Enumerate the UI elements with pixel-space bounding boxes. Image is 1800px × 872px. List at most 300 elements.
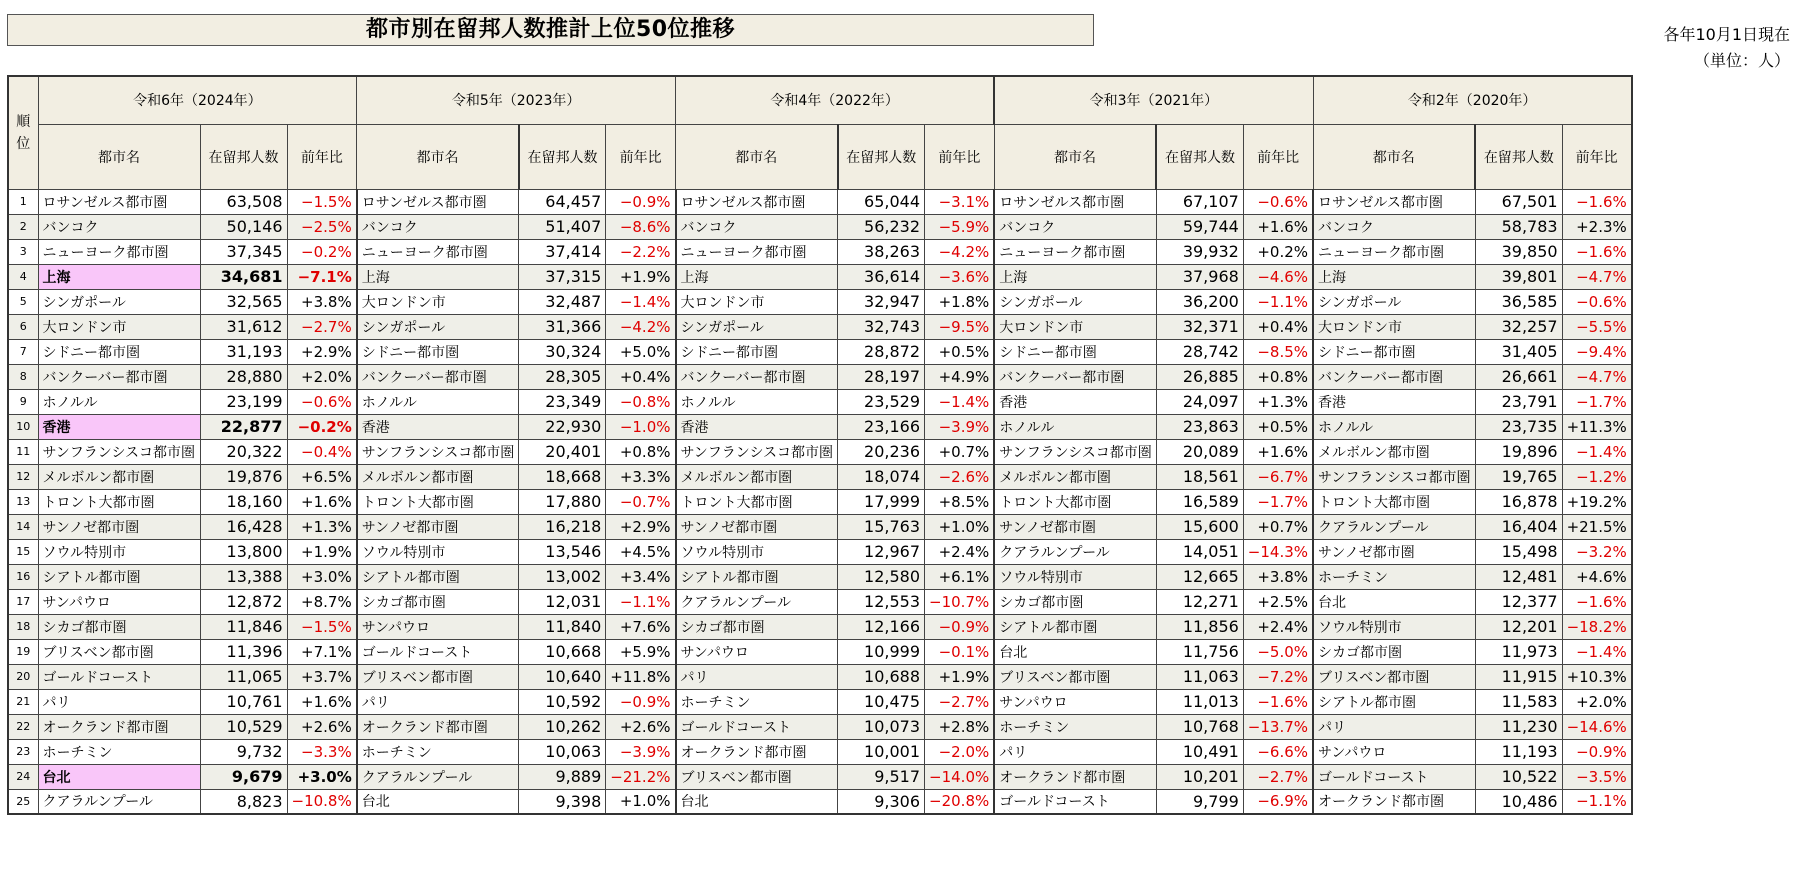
rank-cell: 17: [8, 589, 38, 614]
change-cell: +0.4%: [1243, 314, 1313, 339]
count-cell: 16,218: [519, 514, 606, 539]
change-cell: +3.4%: [606, 564, 676, 589]
count-cell: 13,546: [519, 539, 606, 564]
city-cell: ソウル特別市: [1313, 614, 1475, 639]
change-cell: +2.5%: [1243, 589, 1313, 614]
change-cell: +3.8%: [1243, 564, 1313, 589]
count-cell: 11,193: [1475, 739, 1562, 764]
change-cell: +2.8%: [925, 714, 995, 739]
table-row: [8, 664, 1632, 689]
city-cell: ホーチミン: [38, 739, 200, 764]
city-cell: オークランド都市圏: [676, 739, 838, 764]
count-cell: 20,236: [838, 439, 925, 464]
change-cell: +0.4%: [606, 364, 676, 389]
count-cell: 11,065: [200, 664, 287, 689]
rank-cell: 9: [8, 389, 38, 414]
city-cell: シンガポール: [1313, 289, 1475, 314]
change-cell: −1.1%: [1243, 289, 1313, 314]
city-cell: ニューヨーク都市圏: [676, 239, 838, 264]
city-cell: ニューヨーク都市圏: [38, 239, 200, 264]
change-cell: +10.3%: [1562, 664, 1632, 689]
date-note: 各年10月1日現在: [1663, 25, 1790, 44]
count-cell: 11,756: [1156, 639, 1243, 664]
count-cell: 30,324: [519, 339, 606, 364]
table-row: [8, 339, 1632, 364]
count-cell: 11,013: [1156, 689, 1243, 714]
change-cell: −5.0%: [1243, 639, 1313, 664]
city-cell: ロサンゼルス都市圏: [994, 189, 1156, 214]
city-cell: メルボルン都市圏: [357, 464, 519, 489]
city-cell: トロント大都市圏: [676, 489, 838, 514]
city-cell: ゴールドコースト: [1313, 764, 1475, 789]
change-cell: −4.6%: [1243, 264, 1313, 289]
city-cell: バンコク: [994, 214, 1156, 239]
rank-cell: 1: [8, 189, 38, 214]
count-cell: 9,889: [519, 764, 606, 789]
table-row: [8, 564, 1632, 589]
city-cell: パリ: [676, 664, 838, 689]
count-cell: 12,872: [200, 589, 287, 614]
count-cell: 32,371: [1156, 314, 1243, 339]
change-cell: +3.7%: [287, 664, 357, 689]
col-header-city: 都市名: [357, 124, 519, 189]
count-cell: 31,405: [1475, 339, 1562, 364]
unit-note: （単位：人）: [1693, 51, 1790, 70]
change-cell: −3.3%: [287, 739, 357, 764]
change-cell: −0.1%: [925, 639, 995, 664]
count-cell: 23,791: [1475, 389, 1562, 414]
count-cell: 34,681: [200, 264, 287, 289]
city-cell: オークランド都市圏: [357, 714, 519, 739]
city-cell: シアトル都市圏: [676, 564, 838, 589]
city-cell: シドニー都市圏: [676, 339, 838, 364]
count-cell: 10,668: [519, 639, 606, 664]
count-cell: 22,930: [519, 414, 606, 439]
count-cell: 31,612: [200, 314, 287, 339]
city-cell: ソウル特別市: [994, 564, 1156, 589]
change-cell: −1.4%: [606, 289, 676, 314]
change-cell: +21.5%: [1562, 514, 1632, 539]
city-cell: シアトル都市圏: [38, 564, 200, 589]
change-cell: −5.9%: [925, 214, 995, 239]
change-cell: −2.6%: [925, 464, 995, 489]
change-cell: −10.7%: [925, 589, 995, 614]
change-cell: −2.0%: [925, 739, 995, 764]
change-cell: −0.6%: [1243, 189, 1313, 214]
count-cell: 12,271: [1156, 589, 1243, 614]
table-row: [8, 614, 1632, 639]
change-cell: +1.3%: [1243, 389, 1313, 414]
change-cell: +3.8%: [287, 289, 357, 314]
count-cell: 16,428: [200, 514, 287, 539]
city-cell: シアトル都市圏: [357, 564, 519, 589]
city-cell: 香港: [38, 414, 200, 439]
change-cell: −1.6%: [1562, 589, 1632, 614]
table-row: [8, 689, 1632, 714]
count-cell: 19,896: [1475, 439, 1562, 464]
table-row: [8, 214, 1632, 239]
city-cell: クアラルンプール: [1313, 514, 1475, 539]
table-row: [8, 314, 1632, 339]
city-cell: シドニー都市圏: [357, 339, 519, 364]
rank-cell: 21: [8, 689, 38, 714]
city-cell: ホーチミン: [357, 739, 519, 764]
city-cell: シカゴ都市圏: [994, 589, 1156, 614]
count-cell: 10,201: [1156, 764, 1243, 789]
col-header-city: 都市名: [38, 124, 200, 189]
rank-cell: 24: [8, 764, 38, 789]
change-cell: −0.2%: [287, 414, 357, 439]
change-cell: −6.7%: [1243, 464, 1313, 489]
count-cell: 20,401: [519, 439, 606, 464]
count-cell: 12,031: [519, 589, 606, 614]
change-cell: −13.7%: [1243, 714, 1313, 739]
city-cell: 香港: [1313, 389, 1475, 414]
count-cell: 16,404: [1475, 514, 1562, 539]
count-cell: 12,967: [838, 539, 925, 564]
city-cell: サンフランシスコ都市圏: [38, 439, 200, 464]
table-row: [8, 539, 1632, 564]
city-cell: ブリスベン都市圏: [676, 764, 838, 789]
table-row: [8, 714, 1632, 739]
city-cell: シンガポール: [994, 289, 1156, 314]
count-cell: 50,146: [200, 214, 287, 239]
change-cell: −1.1%: [606, 589, 676, 614]
table-row: [8, 389, 1632, 414]
city-cell: クアラルンプール: [357, 764, 519, 789]
city-cell: ブリスベン都市圏: [1313, 664, 1475, 689]
count-cell: 23,529: [838, 389, 925, 414]
change-cell: +1.9%: [925, 664, 995, 689]
change-cell: −1.4%: [925, 389, 995, 414]
count-cell: 10,688: [838, 664, 925, 689]
change-cell: +2.9%: [606, 514, 676, 539]
table-row: [8, 789, 1632, 814]
change-cell: −4.2%: [606, 314, 676, 339]
city-cell: 大ロンドン市: [1313, 314, 1475, 339]
count-cell: 9,306: [838, 789, 925, 814]
city-cell: ホノルル: [676, 389, 838, 414]
count-cell: 32,565: [200, 289, 287, 314]
change-cell: +2.4%: [1243, 614, 1313, 639]
change-cell: −0.7%: [606, 489, 676, 514]
change-cell: −3.5%: [1562, 764, 1632, 789]
col-header-change: 前年比: [925, 124, 995, 189]
city-cell: 台北: [1313, 589, 1475, 614]
change-cell: −0.9%: [606, 689, 676, 714]
count-cell: 13,388: [200, 564, 287, 589]
count-cell: 67,107: [1156, 189, 1243, 214]
change-cell: +4.6%: [1562, 564, 1632, 589]
count-cell: 19,876: [200, 464, 287, 489]
city-cell: クアラルンプール: [994, 539, 1156, 564]
count-cell: 28,742: [1156, 339, 1243, 364]
city-cell: ソウル特別市: [357, 539, 519, 564]
city-cell: サンノゼ都市圏: [994, 514, 1156, 539]
col-header-count: 在留邦人数: [1475, 124, 1562, 189]
rank-header: [8, 76, 38, 189]
year-header: 令和4年（2022年）: [676, 76, 995, 124]
change-cell: −14.0%: [925, 764, 995, 789]
city-cell: トロント大都市圏: [1313, 489, 1475, 514]
col-header-count: 在留邦人数: [519, 124, 606, 189]
count-cell: 23,863: [1156, 414, 1243, 439]
count-cell: 32,743: [838, 314, 925, 339]
change-cell: +2.4%: [925, 539, 995, 564]
change-cell: −2.7%: [1243, 764, 1313, 789]
change-cell: +2.0%: [287, 364, 357, 389]
ranking-table: [7, 75, 1633, 815]
change-cell: +1.9%: [606, 264, 676, 289]
table-row: [8, 264, 1632, 289]
change-cell: +0.2%: [1243, 239, 1313, 264]
city-cell: ブリスベン都市圏: [994, 664, 1156, 689]
change-cell: +2.9%: [287, 339, 357, 364]
city-cell: 上海: [1313, 264, 1475, 289]
city-cell: サンフランシスコ都市圏: [1313, 464, 1475, 489]
city-cell: ブリスベン都市圏: [38, 639, 200, 664]
rank-cell: 25: [8, 789, 38, 814]
change-cell: −0.9%: [606, 189, 676, 214]
city-cell: シカゴ都市圏: [676, 614, 838, 639]
city-cell: 香港: [676, 414, 838, 439]
change-cell: +5.9%: [606, 639, 676, 664]
city-cell: 香港: [357, 414, 519, 439]
city-cell: サンパウロ: [1313, 739, 1475, 764]
change-cell: −6.9%: [1243, 789, 1313, 814]
rank-cell: 18: [8, 614, 38, 639]
city-cell: トロント大都市圏: [38, 489, 200, 514]
rank-cell: 12: [8, 464, 38, 489]
year-header: 令和3年（2021年）: [994, 76, 1313, 124]
city-cell: バンコク: [676, 214, 838, 239]
count-cell: 16,878: [1475, 489, 1562, 514]
change-cell: −4.2%: [925, 239, 995, 264]
city-cell: バンコク: [1313, 214, 1475, 239]
year-header: 令和5年（2023年）: [357, 76, 676, 124]
city-cell: オークランド都市圏: [994, 764, 1156, 789]
count-cell: 11,583: [1475, 689, 1562, 714]
count-cell: 11,396: [200, 639, 287, 664]
rank-cell: 5: [8, 289, 38, 314]
change-cell: −0.8%: [606, 389, 676, 414]
city-cell: クアラルンプール: [676, 589, 838, 614]
year-header: 令和2年（2020年）: [1313, 76, 1632, 124]
count-cell: 10,063: [519, 739, 606, 764]
count-cell: 18,561: [1156, 464, 1243, 489]
change-cell: +1.3%: [287, 514, 357, 539]
city-cell: トロント大都市圏: [994, 489, 1156, 514]
change-cell: −6.6%: [1243, 739, 1313, 764]
change-cell: +6.1%: [925, 564, 995, 589]
col-header-count: 在留邦人数: [200, 124, 287, 189]
count-cell: 22,877: [200, 414, 287, 439]
city-cell: 大ロンドン市: [994, 314, 1156, 339]
count-cell: 23,199: [200, 389, 287, 414]
table-row: [8, 439, 1632, 464]
table-row: [8, 739, 1632, 764]
change-cell: +0.8%: [1243, 364, 1313, 389]
city-cell: シンガポール: [357, 314, 519, 339]
rank-cell: 13: [8, 489, 38, 514]
count-cell: 11,063: [1156, 664, 1243, 689]
city-cell: ホノルル: [1313, 414, 1475, 439]
change-cell: −0.9%: [1562, 739, 1632, 764]
rank-header-label: 順位: [16, 113, 31, 152]
col-header-city: 都市名: [1313, 124, 1475, 189]
city-cell: バンコク: [38, 214, 200, 239]
count-cell: 9,398: [519, 789, 606, 814]
change-cell: +1.0%: [606, 789, 676, 814]
city-cell: サンノゼ都市圏: [676, 514, 838, 539]
city-cell: ホノルル: [994, 414, 1156, 439]
count-cell: 67,501: [1475, 189, 1562, 214]
city-cell: シンガポール: [676, 314, 838, 339]
count-cell: 24,097: [1156, 389, 1243, 414]
count-cell: 59,744: [1156, 214, 1243, 239]
count-cell: 64,457: [519, 189, 606, 214]
city-cell: メルボルン都市圏: [38, 464, 200, 489]
change-cell: −4.7%: [1562, 364, 1632, 389]
rank-cell: 16: [8, 564, 38, 589]
city-cell: クアラルンプール: [38, 789, 200, 814]
count-cell: 11,840: [519, 614, 606, 639]
change-cell: +0.8%: [606, 439, 676, 464]
city-cell: シカゴ都市圏: [357, 589, 519, 614]
city-cell: 台北: [994, 639, 1156, 664]
change-cell: −1.0%: [606, 414, 676, 439]
count-cell: 10,262: [519, 714, 606, 739]
change-cell: −2.5%: [287, 214, 357, 239]
change-cell: +7.1%: [287, 639, 357, 664]
city-cell: ニューヨーク都市圏: [994, 239, 1156, 264]
change-cell: +0.7%: [925, 439, 995, 464]
city-cell: シンガポール: [38, 289, 200, 314]
change-cell: −14.6%: [1562, 714, 1632, 739]
count-cell: 12,665: [1156, 564, 1243, 589]
change-cell: −0.2%: [287, 239, 357, 264]
city-cell: オークランド都市圏: [38, 714, 200, 739]
city-cell: 香港: [994, 389, 1156, 414]
change-cell: −0.4%: [287, 439, 357, 464]
change-cell: −20.8%: [925, 789, 995, 814]
count-cell: 17,999: [838, 489, 925, 514]
rank-cell: 19: [8, 639, 38, 664]
change-cell: +5.0%: [606, 339, 676, 364]
count-cell: 18,668: [519, 464, 606, 489]
city-cell: パリ: [1313, 714, 1475, 739]
table-row: [8, 189, 1632, 214]
count-cell: 26,661: [1475, 364, 1562, 389]
change-cell: −1.6%: [1562, 189, 1632, 214]
rank-cell: 3: [8, 239, 38, 264]
change-cell: −3.1%: [925, 189, 995, 214]
table-row: [8, 414, 1632, 439]
count-cell: 28,197: [838, 364, 925, 389]
city-cell: サンフランシスコ都市圏: [357, 439, 519, 464]
change-cell: +0.5%: [925, 339, 995, 364]
count-cell: 23,166: [838, 414, 925, 439]
change-cell: +2.0%: [1562, 689, 1632, 714]
count-cell: 19,765: [1475, 464, 1562, 489]
change-cell: −2.7%: [287, 314, 357, 339]
city-cell: バンクーバー都市圏: [357, 364, 519, 389]
col-header-change: 前年比: [287, 124, 357, 189]
city-cell: シドニー都市圏: [38, 339, 200, 364]
city-cell: ゴールドコースト: [357, 639, 519, 664]
city-cell: 台北: [357, 789, 519, 814]
count-cell: 32,257: [1475, 314, 1562, 339]
count-cell: 16,589: [1156, 489, 1243, 514]
count-cell: 14,051: [1156, 539, 1243, 564]
count-cell: 37,414: [519, 239, 606, 264]
rank-cell: 14: [8, 514, 38, 539]
count-cell: 10,522: [1475, 764, 1562, 789]
count-cell: 10,999: [838, 639, 925, 664]
count-cell: 10,529: [200, 714, 287, 739]
city-cell: サンノゼ都市圏: [38, 514, 200, 539]
change-cell: +3.3%: [606, 464, 676, 489]
count-cell: 10,475: [838, 689, 925, 714]
rank-cell: 6: [8, 314, 38, 339]
rank-cell: 22: [8, 714, 38, 739]
change-cell: +8.5%: [925, 489, 995, 514]
city-cell: ホーチミン: [676, 689, 838, 714]
city-cell: メルボルン都市圏: [676, 464, 838, 489]
change-cell: −1.6%: [1562, 239, 1632, 264]
count-cell: 13,002: [519, 564, 606, 589]
change-cell: +2.3%: [1562, 214, 1632, 239]
city-cell: バンクーバー都市圏: [994, 364, 1156, 389]
count-cell: 11,856: [1156, 614, 1243, 639]
rank-cell: 23: [8, 739, 38, 764]
col-header-change: 前年比: [1562, 124, 1632, 189]
count-cell: 28,880: [200, 364, 287, 389]
city-cell: ホーチミン: [994, 714, 1156, 739]
change-cell: +3.0%: [287, 764, 357, 789]
city-cell: 台北: [38, 764, 200, 789]
city-cell: 大ロンドン市: [676, 289, 838, 314]
change-cell: −7.1%: [287, 264, 357, 289]
city-cell: サンパウロ: [38, 589, 200, 614]
count-cell: 23,735: [1475, 414, 1562, 439]
change-cell: +3.0%: [287, 564, 357, 589]
city-cell: サンノゼ都市圏: [357, 514, 519, 539]
change-cell: +1.8%: [925, 289, 995, 314]
change-cell: +0.7%: [1243, 514, 1313, 539]
count-cell: 18,160: [200, 489, 287, 514]
change-cell: −0.6%: [1562, 289, 1632, 314]
count-cell: 26,885: [1156, 364, 1243, 389]
count-cell: 15,763: [838, 514, 925, 539]
city-cell: ニューヨーク都市圏: [357, 239, 519, 264]
count-cell: 37,315: [519, 264, 606, 289]
city-cell: ホーチミン: [1313, 564, 1475, 589]
change-cell: +1.0%: [925, 514, 995, 539]
count-cell: 36,200: [1156, 289, 1243, 314]
col-header-count: 在留邦人数: [1156, 124, 1243, 189]
change-cell: −0.9%: [925, 614, 995, 639]
table-row: [8, 589, 1632, 614]
city-cell: ブリスベン都市圏: [357, 664, 519, 689]
city-cell: 大ロンドン市: [357, 289, 519, 314]
city-cell: メルボルン都市圏: [994, 464, 1156, 489]
count-cell: 11,230: [1475, 714, 1562, 739]
city-cell: シアトル都市圏: [1313, 689, 1475, 714]
count-cell: 37,968: [1156, 264, 1243, 289]
count-cell: 63,508: [200, 189, 287, 214]
count-cell: 20,089: [1156, 439, 1243, 464]
